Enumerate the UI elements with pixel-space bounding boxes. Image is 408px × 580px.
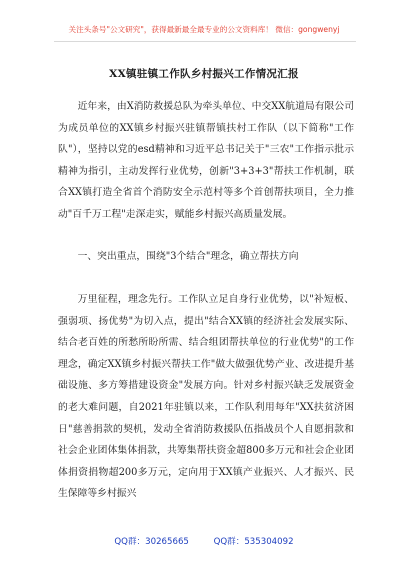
footer-qq-group-1: QQ群：30265665 xyxy=(114,537,189,547)
header-banner: 关注头条号"公文研究"，获得最新最全最专业的公文资料库！ 微信：gongwenyj xyxy=(68,25,340,34)
footer-qq-group-2: QQ群：535304092 xyxy=(213,537,294,547)
header-divider xyxy=(54,41,356,42)
document-title: XX镇驻镇工作队乡村振兴工作情况汇报 xyxy=(109,68,299,80)
section-heading: 一、突出重点，围绕"3个结合"理念，确立帮扶方向 xyxy=(77,251,299,262)
paragraph-intro: 近年来，由X消防救援总队为牵头单位、中交XX航道局有限公司为成员单位的XX镇乡村振兴驻镇帮镇扶村工作队（以下简称"工作队"），坚持以党的esd精神和习近平总书记关于"三农"工作指示批示精神为指引，主动发挥行业优势，创新"3+3+3"帮扶工作机制，联合XX镇打造全省首个消防安全示范村等多个首创帮扶项目，全力推动"百千万工程"走深走实，赋能乡村振兴高质量发展。 xyxy=(58,101,354,220)
footer-contact xyxy=(0,535,408,547)
paragraph-section-body: 万里征程，理念先行。工作队立足自身行业优势，以"补短板、强弱项、扬优势"为切入点，提出"结合XX镇的经济社会发展实际、结合老百姓的所愁所盼所需、结合组团帮扶单位的行业优势"的工作理念，确定XX镇乡村振兴帮扶工作"做大做强优势产业、改进提升基础设施、多方筹措建设资金"发展方向。针对乡村振兴缺乏发展资金的老大难问题，自2021年驻镇以来，工作队利用每年"XX扶贫济困日"慈善捐款的契机，发动全省消防救援队伍指战员个人自愿捐款和社会企业团体集体捐款，共筹集帮扶资金超800多万元和社会企业团体捐资捐物超200多万元，定向用于XX镇产业振兴、人才振兴、民生保障等乡村振兴 xyxy=(58,294,354,500)
